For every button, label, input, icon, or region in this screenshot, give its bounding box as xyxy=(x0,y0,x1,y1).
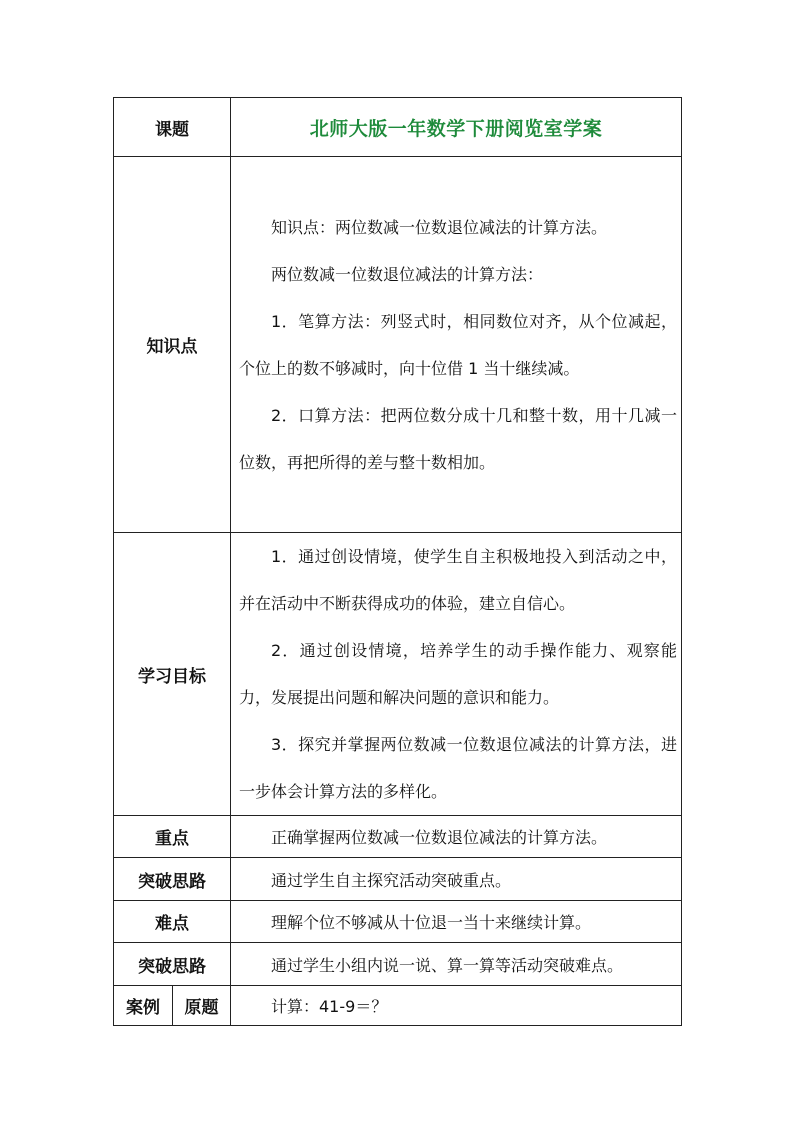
case-label: 案例 xyxy=(114,986,173,1026)
difficulty-value: 理解个位不够减从十位退一当十来继续计算。 xyxy=(231,901,682,943)
objectives-content xyxy=(231,533,682,816)
knowledge-label: 知识点 xyxy=(114,157,231,533)
knowledge-paragraph: 2．口算方法：把两位数分成十几和整十数，用十几减一位数，再把所得的差与整十数相加。 xyxy=(239,405,677,472)
objective-paragraph: 2．通过创设情境，培养学生的动手操作能力、观察能力，发展提出问题和解决问题的意识和能力。 xyxy=(239,641,677,707)
knowledge-paragraph: 知识点：两位数减一位数退位减法的计算方法。 xyxy=(271,217,608,237)
case-sub-label: 原题 xyxy=(173,986,231,1026)
row-difficulty xyxy=(114,901,682,943)
row-knowledge xyxy=(114,157,682,533)
lesson-plan-table xyxy=(113,97,682,1026)
objectives-label: 学习目标 xyxy=(114,533,231,816)
case-value: 计算：41-9＝？ xyxy=(231,986,682,1026)
key-point-value: 正确掌握两位数减一位数退位减法的计算方法。 xyxy=(231,816,682,858)
lesson-title: 北师大版一年数学下册阅览室学案 xyxy=(231,98,682,157)
difficulty-label: 难点 xyxy=(114,901,231,943)
title-label: 课题 xyxy=(114,98,231,157)
difficulty-approach-value: 通过学生小组内说一说、算一算等活动突破难点。 xyxy=(231,943,682,986)
row-key-point xyxy=(114,816,682,858)
key-point-label: 重点 xyxy=(114,816,231,858)
knowledge-content xyxy=(231,157,682,533)
row-difficulty-approach xyxy=(114,943,682,986)
row-key-approach xyxy=(114,858,682,901)
difficulty-approach-label: 突破思路 xyxy=(114,943,231,986)
row-case xyxy=(114,986,682,1026)
key-approach-value: 通过学生自主探究活动突破重点。 xyxy=(231,858,682,901)
key-approach-label: 突破思路 xyxy=(114,858,231,901)
row-title xyxy=(114,98,682,157)
knowledge-paragraph: 两位数减一位数退位减法的计算方法： xyxy=(271,264,544,284)
objective-paragraph: 1．通过创设情境，使学生自主积极地投入到活动之中，并在活动中不断获得成功的体验，建立自信心。 xyxy=(239,547,677,613)
row-objectives xyxy=(114,533,682,816)
knowledge-paragraph: 1．笔算方法：列竖式时，相同数位对齐，从个位减起，个位上的数不够减时，向十位借 1 当十继续减。 xyxy=(239,311,677,378)
objective-paragraph: 3．探究并掌握两位数减一位数退位减法的计算方法，进一步体会计算方法的多样化。 xyxy=(239,735,677,801)
